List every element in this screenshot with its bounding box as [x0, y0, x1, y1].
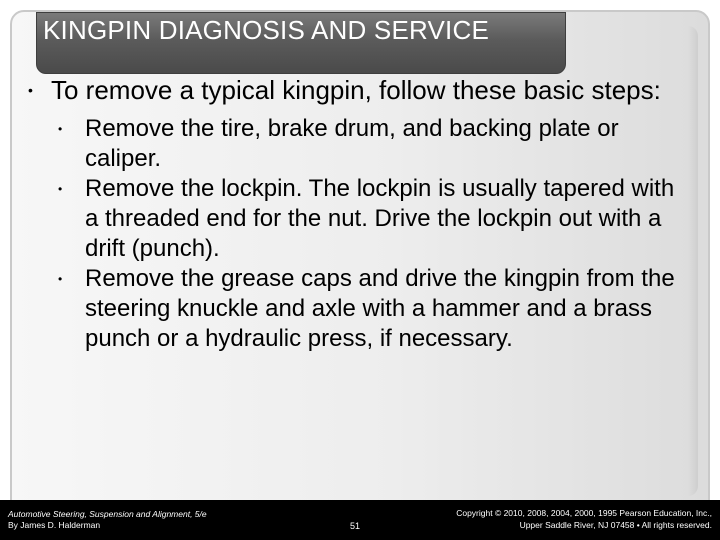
steps-list: [28, 114, 688, 354]
step-item: [28, 264, 688, 354]
step-text: Remove the lockpin. The lockpin is usually tapered with a threaded end for the nut. Drive the lockpin out with a drift (punch).: [85, 175, 675, 262]
footer-bar: [0, 500, 720, 540]
step-text: Remove the tire, brake drum, and backing plate or caliper.: [85, 115, 619, 172]
slide-content: [28, 74, 688, 354]
bullet-icon: •: [58, 272, 63, 286]
copyright: [456, 507, 712, 531]
bullet-icon: •: [58, 182, 63, 196]
copyright-line-2: Upper Saddle River, NJ 07458 • All rights reserved.: [519, 520, 712, 530]
bullet-icon: •: [28, 82, 33, 98]
step-item: [28, 174, 688, 264]
footer-book-info: [8, 509, 207, 531]
copyright-line-1: Copyright © 2010, 2008, 2004, 2000, 1995 Pearson Education, Inc.,: [456, 508, 712, 518]
page-number: 51: [350, 521, 361, 531]
slide-title: KINGPIN DIAGNOSIS AND SERVICE: [43, 15, 489, 45]
bullet-icon: •: [58, 122, 63, 136]
step-item: [28, 114, 688, 174]
main-point-text: To remove a typical kingpin, follow these basic steps:: [51, 75, 661, 105]
step-text: Remove the grease caps and drive the kingpin from the steering knuckle and axle with a hammer and a brass punch or a hydraulic press, if necessary.: [85, 265, 675, 352]
main-bullet: [28, 74, 688, 106]
author: By James D. Halderman: [8, 520, 101, 530]
frame-accent: [688, 26, 698, 496]
book-title: Automotive Steering, Suspension and Alignment, 5/e: [8, 509, 207, 519]
